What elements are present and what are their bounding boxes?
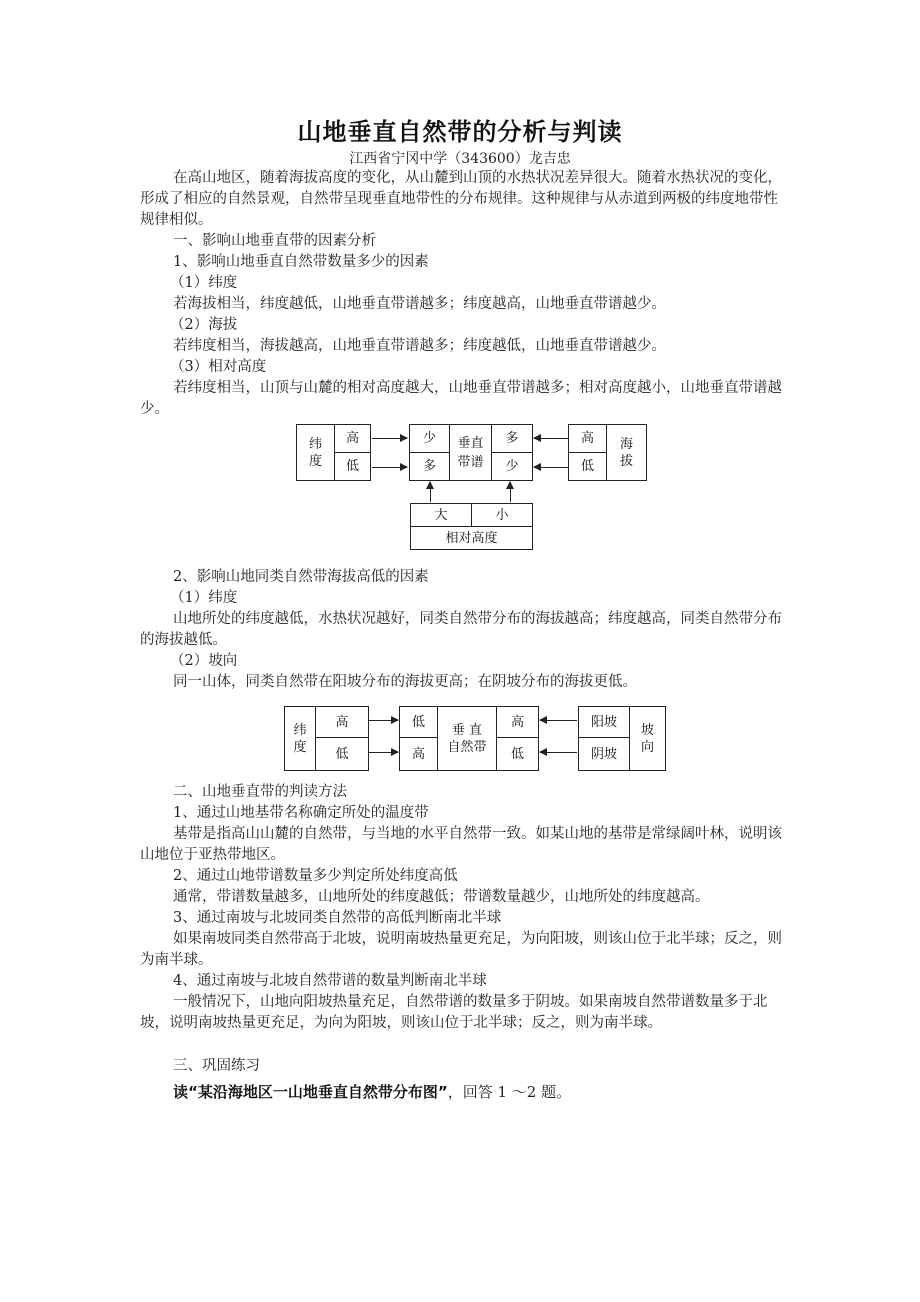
- factor-latitude-label: （1）纬度: [170, 275, 238, 291]
- spectrum-many-right: 多: [505, 431, 519, 446]
- relative-height-small: 小: [495, 507, 509, 523]
- factor-relative-height-label: （3）相对高度: [170, 359, 267, 375]
- sub2-latitude-text: 山地所处的纬度越低，水热状况越好，同类自然带分布的海拔越高；纬度越高，同类自然带分布的海拔越低。: [140, 611, 782, 648]
- exercise-question: [140, 1082, 782, 1103]
- section3-heading: 三、巩固练习: [173, 1058, 260, 1074]
- arrow-right-icon: [372, 438, 407, 439]
- latitude-low: 低: [345, 459, 359, 474]
- exercise-instruction: ，回答 1 ～2 题。: [447, 1083, 572, 1101]
- method3-heading: 3、通过南坡与北坡同类自然带的高低判断南北半球: [173, 910, 502, 926]
- latitude-high-2: 高: [335, 714, 349, 730]
- latitude-high: 高: [345, 431, 359, 446]
- document-title: 山地垂直自然带的分析与判读: [297, 118, 623, 146]
- latitude-low-2: 低: [335, 746, 349, 762]
- method1-text: 基带是指高山山麓的自然带，与当地的水平自然带一致。如某山地的基带是常绿阔叶林，说明该山地位于亚热带地区。: [140, 826, 782, 863]
- aspect-label: 坡向: [640, 722, 654, 755]
- method4-heading: 4、通过南坡与北坡自然带谱的数量判断南北半球: [173, 973, 487, 989]
- arrow-left-icon: [540, 720, 577, 721]
- arrow-up-icon: [510, 482, 511, 502]
- zone-low-left: 低: [411, 714, 425, 730]
- zone-high-right: 高: [510, 714, 524, 730]
- spectrum-few-right: 少: [505, 459, 519, 474]
- shady-slope: 阴坡: [590, 746, 617, 762]
- arrow-left-icon: [534, 467, 568, 468]
- latitude-label-2: 纬度: [293, 722, 307, 755]
- method4-text: 一般情况下，山地向阳坡热量充足，自然带谱的数量多于阴坡。如果南坡自然带谱数量多于北坡，说明南坡热量更充足，为向为阳坡，则该山位于北半球；反之，则为南半球。: [140, 994, 768, 1031]
- arrow-left-icon: [540, 752, 577, 753]
- section1-heading: 一、影响山地垂直带的因素分析: [173, 233, 376, 249]
- latitude-label: 纬度: [308, 436, 322, 469]
- relative-height-large: 大: [434, 507, 448, 523]
- arrow-up-icon: [430, 482, 431, 502]
- factor-latitude-text: 若海拔相当，纬度越低，山地垂直带谱越多；纬度越高，山地垂直带谱越少。: [173, 296, 666, 312]
- factor-altitude-text: 若纬度相当，海拔越高，山地垂直带谱越多；纬度越低，山地垂直带谱越少。: [173, 338, 666, 354]
- zone-high-left: 高: [411, 746, 425, 762]
- method2-text: 通常，带谱数量越多，山地所处的纬度越低；带谱数量越少，山地所处的纬度越高。: [173, 889, 710, 905]
- author-line: 江西省宁冈中学（343600）龙吉忠: [349, 151, 571, 167]
- factor-altitude-label: （2）海拔: [170, 317, 238, 333]
- altitude-high: 高: [580, 431, 594, 446]
- method1-heading: 1、通过山地基带名称确定所处的温度带: [173, 805, 429, 821]
- method3-text: 如果南坡同类自然带高于北坡，说明南坡热量更充足，为向阳坡，则该山位于北半球；反之，则为南半球。: [140, 931, 782, 968]
- natural-zone-label: 垂 直 自然带: [447, 722, 487, 755]
- relative-height-label: 相对高度: [445, 530, 498, 546]
- section1-sub1-heading: 1、影响山地垂直自然带数量多少的因素: [173, 254, 429, 270]
- method2-heading: 2、通过山地带谱数量多少判定所处纬度高低: [173, 868, 458, 884]
- sub2-aspect-text: 同一山体，同类自然带在阳坡分布的海拔更高；在阴坡分布的海拔更低。: [173, 674, 637, 690]
- arrow-right-icon: [372, 467, 407, 468]
- altitude-low: 低: [580, 459, 594, 474]
- intro-paragraph: 在高山地区，随着海拔高度的变化，从山麓到山顶的水热状况差异很大。随着水热状况的变化，形成了相应的自然景观，自然带呈现垂直地带性的分布规律。这种规律与从赤道到两极的纬度地带性规律相似。: [140, 170, 782, 228]
- arrow-right-icon: [369, 752, 398, 753]
- spectrum-label: 垂直带谱: [457, 435, 484, 470]
- exercise-figure-title: 读“某沿海地区一山地垂直自然带分布图”: [173, 1083, 448, 1101]
- sub2-latitude-label: （1）纬度: [170, 590, 238, 606]
- factor-relative-height-text: 若纬度相当，山顶与山麓的相对高度越大，山地垂直带谱越多；相对高度越小，山地垂直带谱越少。: [140, 380, 782, 417]
- spectrum-few-left: 少: [422, 431, 436, 446]
- sunny-slope: 阳坡: [590, 714, 617, 730]
- arrow-left-icon: [534, 438, 568, 439]
- spectrum-many-left: 多: [422, 459, 436, 474]
- section1-sub2-heading: 2、影响山地同类自然带海拔高低的因素: [173, 569, 429, 585]
- zone-low-right: 低: [510, 746, 524, 762]
- section2-heading: 二、山地垂直带的判读方法: [173, 784, 347, 800]
- sub2-aspect-label: （2）坡向: [170, 653, 238, 669]
- arrow-right-icon: [369, 720, 398, 721]
- altitude-label: 海拔: [619, 436, 633, 469]
